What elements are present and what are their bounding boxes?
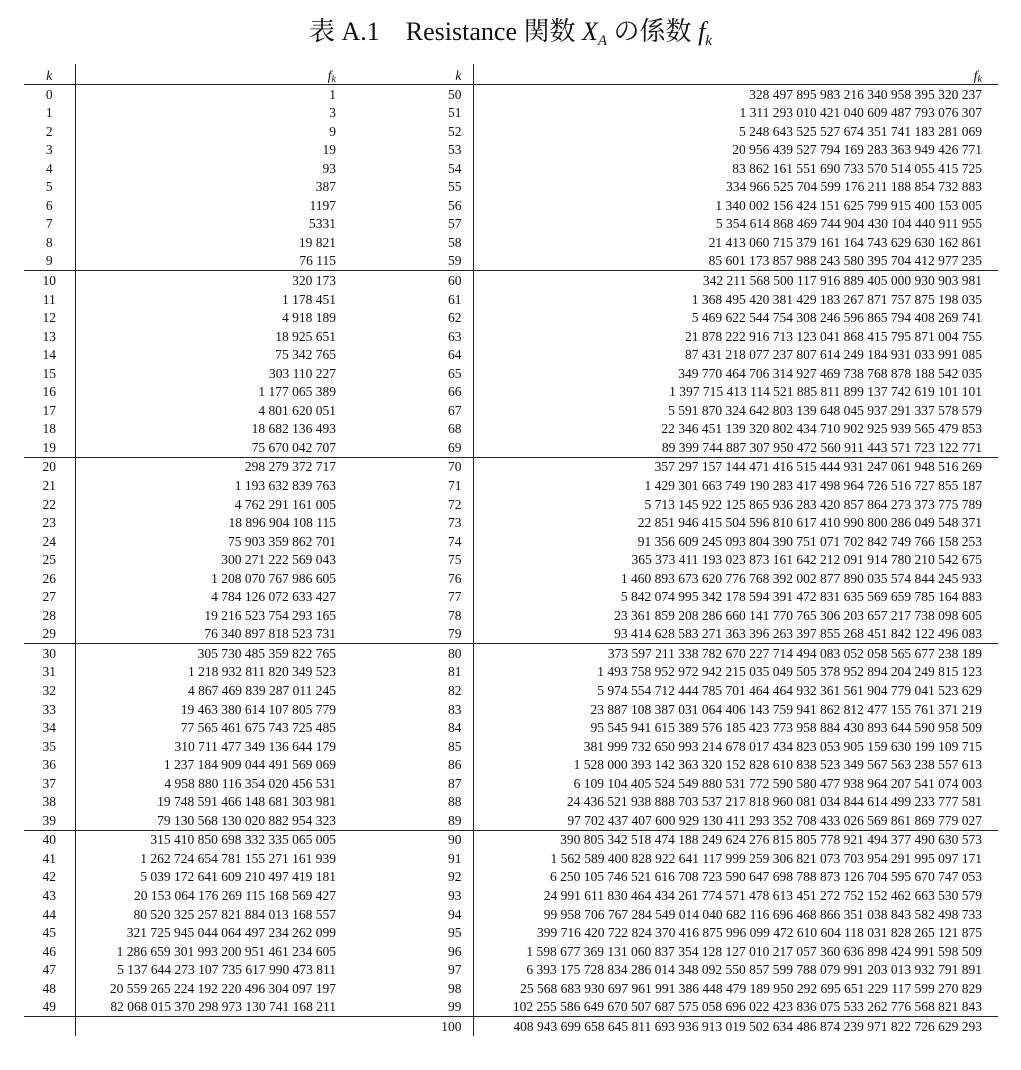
table-row bbox=[24, 476, 998, 495]
f-left-cell: 19 748 591 466 148 681 303 981 bbox=[75, 793, 340, 812]
table-row bbox=[24, 233, 998, 252]
f-right-cell: 5 842 074 995 342 178 594 391 472 831 635 569 659 785 164 883 bbox=[473, 588, 998, 607]
caption-coef: f bbox=[698, 17, 706, 46]
table-row bbox=[24, 868, 998, 887]
coefficient-table bbox=[24, 64, 998, 1036]
f-right-cell: 20 956 439 527 794 169 283 363 949 426 771 bbox=[473, 141, 998, 160]
row-last-k-left bbox=[24, 1017, 75, 1036]
f-left-cell: 75 342 765 bbox=[75, 346, 340, 365]
k-left-cell: 23 bbox=[42, 515, 56, 531]
k-left-cell: 12 bbox=[42, 310, 56, 326]
f-left-cell: 5 039 172 641 609 210 497 419 181 bbox=[75, 868, 340, 887]
f-right-cell: 23 361 859 208 286 660 141 770 765 306 203 657 217 738 098 605 bbox=[473, 606, 998, 625]
f-left-cell: 18 925 651 bbox=[75, 327, 340, 346]
f-right-cell: 328 497 895 983 216 340 958 395 320 237 bbox=[473, 85, 998, 104]
table-row bbox=[24, 141, 998, 160]
k-right-cell: 99 bbox=[448, 999, 462, 1015]
f-right-cell: 1 598 677 369 131 060 837 354 128 127 010 217 057 360 636 898 424 991 598 509 bbox=[473, 942, 998, 961]
k-left-cell: 17 bbox=[42, 402, 56, 418]
header-k-right: k bbox=[340, 64, 473, 85]
f-left-cell: 79 130 568 130 020 882 954 323 bbox=[75, 811, 340, 830]
k-right-cell: 74 bbox=[448, 533, 462, 549]
table-row bbox=[24, 85, 998, 104]
table-row bbox=[24, 793, 998, 812]
k-right-cell: 62 bbox=[448, 310, 462, 326]
f-right-cell: 1 340 002 156 424 151 625 799 915 400 153 005 bbox=[473, 196, 998, 215]
k-left-cell: 7 bbox=[45, 216, 53, 232]
f-left-cell: 1 262 724 654 781 155 271 161 939 bbox=[75, 849, 340, 868]
k-right-cell: 96 bbox=[448, 943, 462, 959]
f-left-cell: 20 153 064 176 269 115 168 569 427 bbox=[75, 887, 340, 906]
f-left-cell: 19 bbox=[75, 141, 340, 160]
table-row bbox=[24, 438, 998, 457]
f-left-cell: 310 711 477 349 136 644 179 bbox=[75, 737, 340, 756]
k-right-cell: 55 bbox=[448, 179, 462, 195]
k-right-cell: 53 bbox=[448, 142, 462, 158]
f-right-cell: 399 716 420 722 824 370 416 875 996 099 472 610 604 118 031 828 265 121 875 bbox=[473, 924, 998, 943]
k-left-cell: 42 bbox=[42, 869, 56, 885]
f-right-cell: 23 887 108 387 031 064 406 143 759 941 862 812 477 155 761 371 219 bbox=[473, 700, 998, 719]
table-row bbox=[24, 364, 998, 383]
k-left-cell: 35 bbox=[42, 738, 56, 754]
k-right-cell: 69 bbox=[448, 439, 462, 455]
table-row bbox=[24, 514, 998, 533]
k-left-cell: 3 bbox=[45, 142, 53, 158]
k-right-cell: 97 bbox=[448, 962, 462, 978]
k-right-cell: 86 bbox=[448, 757, 462, 773]
k-left-cell: 32 bbox=[42, 683, 56, 699]
table-row bbox=[24, 346, 998, 365]
f-right-cell: 357 297 157 144 471 416 515 444 931 247 061 948 516 269 bbox=[473, 457, 998, 476]
k-right-cell: 85 bbox=[448, 738, 462, 754]
k-left-cell: 5 bbox=[45, 179, 53, 195]
row-last-f-left bbox=[75, 1017, 340, 1036]
f-right-cell: 5 248 643 525 527 674 351 741 183 281 069 bbox=[473, 122, 998, 141]
k-right-cell: 51 bbox=[448, 105, 462, 121]
k-left-cell: 24 bbox=[42, 533, 56, 549]
caption-symbol: X bbox=[581, 17, 598, 46]
k-right-cell: 67 bbox=[448, 402, 462, 418]
table-row bbox=[24, 700, 998, 719]
table-row bbox=[24, 942, 998, 961]
f-left-cell: 77 565 461 675 743 725 485 bbox=[75, 719, 340, 738]
f-right-cell: 95 545 941 615 389 576 185 423 773 958 884 430 893 644 590 958 509 bbox=[473, 719, 998, 738]
f-right-cell: 21 878 222 916 713 123 041 868 415 795 871 004 755 bbox=[473, 327, 998, 346]
f-right-cell: 97 702 437 407 600 929 130 411 293 352 708 433 026 569 861 869 779 027 bbox=[473, 811, 998, 830]
table-row bbox=[24, 290, 998, 309]
table-caption bbox=[0, 14, 1021, 50]
f-right-cell: 390 805 342 518 474 188 249 624 276 815 805 778 921 494 377 490 630 573 bbox=[473, 830, 998, 849]
k-right-cell: 66 bbox=[448, 384, 462, 400]
k-right-cell: 64 bbox=[448, 347, 462, 363]
table-row bbox=[24, 887, 998, 906]
table-row bbox=[24, 811, 998, 830]
k-left-cell: 26 bbox=[42, 570, 56, 586]
f-left-cell: 315 410 850 698 332 335 065 005 bbox=[75, 830, 340, 849]
k-left-cell: 29 bbox=[42, 626, 56, 642]
f-left-cell: 93 bbox=[75, 159, 340, 178]
k-left-cell: 43 bbox=[42, 888, 56, 904]
f-right-cell: 89 399 744 887 307 950 472 560 911 443 571 723 122 771 bbox=[473, 438, 998, 457]
f-left-cell: 1 178 451 bbox=[75, 290, 340, 309]
k-right-cell: 77 bbox=[448, 589, 462, 605]
f-left-cell: 82 068 015 370 298 973 130 741 168 211 bbox=[75, 998, 340, 1017]
row-last-f: 408 943 699 658 645 811 693 936 913 019 502 634 486 874 239 971 822 726 629 293 bbox=[473, 1017, 998, 1036]
f-right-cell: 5 469 622 544 754 308 246 596 865 794 408 269 741 bbox=[473, 309, 998, 328]
k-right-cell: 79 bbox=[448, 626, 462, 642]
k-right-cell: 98 bbox=[448, 980, 462, 996]
f-right-cell: 365 373 411 193 023 873 161 642 212 091 914 780 210 542 675 bbox=[473, 551, 998, 570]
k-left-cell: 41 bbox=[42, 850, 56, 866]
f-right-cell: 83 862 161 551 690 733 570 514 055 415 725 bbox=[473, 159, 998, 178]
caption-mid: の係数 bbox=[613, 17, 692, 46]
f-left-cell: 4 867 469 839 287 011 245 bbox=[75, 682, 340, 701]
table-row bbox=[24, 998, 998, 1017]
f-right-cell: 342 211 568 500 117 916 889 405 000 930 903 981 bbox=[473, 271, 998, 290]
table-row bbox=[24, 961, 998, 980]
table-row bbox=[24, 122, 998, 141]
k-left-cell: 34 bbox=[42, 720, 56, 736]
f-left-cell: 4 801 620 051 bbox=[75, 401, 340, 420]
k-left-cell: 27 bbox=[42, 589, 56, 605]
k-left-cell: 28 bbox=[42, 607, 56, 623]
k-right-cell: 54 bbox=[448, 160, 462, 176]
k-left-cell: 15 bbox=[42, 365, 56, 381]
k-left-cell: 38 bbox=[42, 794, 56, 810]
f-left-cell: 1 208 070 767 986 605 bbox=[75, 569, 340, 588]
f-left-cell: 1 218 932 811 820 349 523 bbox=[75, 663, 340, 682]
header-k-left: k bbox=[24, 64, 75, 85]
k-left-cell: 13 bbox=[42, 328, 56, 344]
f-left-cell: 300 271 222 569 043 bbox=[75, 551, 340, 570]
k-right-cell: 80 bbox=[340, 644, 473, 663]
k-left-cell: 14 bbox=[42, 347, 56, 363]
f-left-cell: 80 520 325 257 821 884 013 168 557 bbox=[75, 905, 340, 924]
f-right-cell: 1 528 000 393 142 363 320 152 828 610 838 523 349 567 563 238 557 613 bbox=[473, 756, 998, 775]
k-right-cell: 88 bbox=[448, 794, 462, 810]
f-right-cell: 93 414 628 583 271 363 396 263 397 855 268 451 842 122 496 083 bbox=[473, 625, 998, 644]
table-row bbox=[24, 104, 998, 123]
f-right-cell: 1 397 715 413 114 521 885 811 899 137 742 619 101 101 bbox=[473, 383, 998, 402]
table-row bbox=[24, 719, 998, 738]
f-left-cell: 5 137 644 273 107 735 617 990 473 811 bbox=[75, 961, 340, 980]
f-left-cell: 320 173 bbox=[75, 271, 340, 290]
f-right-cell: 24 991 611 830 464 434 261 774 571 478 613 451 272 752 152 462 663 530 579 bbox=[473, 887, 998, 906]
table-row bbox=[24, 159, 998, 178]
f-right-cell: 1 368 495 420 381 429 183 267 871 757 875 198 035 bbox=[473, 290, 998, 309]
table-row bbox=[24, 532, 998, 551]
k-right-cell: 73 bbox=[448, 515, 462, 531]
table-row bbox=[24, 774, 998, 793]
k-left-cell: 10 bbox=[24, 271, 75, 290]
table-row bbox=[24, 625, 998, 644]
k-left-cell: 19 bbox=[42, 439, 56, 455]
k-left-cell: 0 bbox=[45, 86, 53, 102]
f-left-cell: 1197 bbox=[75, 196, 340, 215]
table-row bbox=[24, 252, 998, 271]
table-row bbox=[24, 979, 998, 998]
f-left-cell: 387 bbox=[75, 178, 340, 197]
table-row bbox=[24, 551, 998, 570]
k-right-cell: 81 bbox=[448, 664, 462, 680]
k-right-cell: 57 bbox=[448, 216, 462, 232]
k-right-cell: 90 bbox=[340, 830, 473, 849]
k-right-cell: 50 bbox=[448, 86, 462, 102]
k-left-cell: 40 bbox=[24, 830, 75, 849]
f-left-cell: 76 340 897 818 523 731 bbox=[75, 625, 340, 644]
f-left-cell: 1 bbox=[75, 85, 340, 104]
table-row bbox=[24, 588, 998, 607]
f-right-cell: 5 974 554 712 444 785 701 464 464 932 361 561 904 779 041 523 629 bbox=[473, 682, 998, 701]
f-right-cell: 1 460 893 673 620 776 768 392 002 877 890 035 574 844 245 933 bbox=[473, 569, 998, 588]
k-right-cell: 75 bbox=[448, 552, 462, 568]
f-right-cell: 21 413 060 715 379 161 164 743 629 630 162 861 bbox=[473, 233, 998, 252]
f-left-cell: 3 bbox=[75, 104, 340, 123]
caption-name: Resistance 関数 bbox=[405, 17, 576, 46]
table-row bbox=[24, 644, 998, 663]
f-left-cell: 298 279 372 717 bbox=[75, 457, 340, 476]
f-right-cell: 6 393 175 728 834 286 014 348 092 550 857 599 788 079 991 203 013 932 791 891 bbox=[473, 961, 998, 980]
f-right-cell: 24 436 521 938 888 703 537 217 818 960 081 034 844 614 499 233 777 581 bbox=[473, 793, 998, 812]
k-left-cell: 18 bbox=[42, 421, 56, 437]
table-row bbox=[24, 271, 998, 290]
k-right-cell: 65 bbox=[448, 365, 462, 381]
k-right-cell: 93 bbox=[448, 888, 462, 904]
f-right-cell: 1 562 589 400 828 922 641 117 999 259 306 821 073 703 954 291 995 097 171 bbox=[473, 849, 998, 868]
f-left-cell: 303 110 227 bbox=[75, 364, 340, 383]
f-right-cell: 5 713 145 922 125 865 936 283 420 857 864 273 373 775 789 bbox=[473, 495, 998, 514]
table-row bbox=[24, 737, 998, 756]
f-left-cell: 5331 bbox=[75, 215, 340, 234]
table-row bbox=[24, 663, 998, 682]
f-right-cell: 1 493 758 952 972 942 215 035 049 505 378 952 894 204 249 815 123 bbox=[473, 663, 998, 682]
k-right-cell: 56 bbox=[448, 197, 462, 213]
table-header-row bbox=[24, 64, 998, 85]
k-right-cell: 95 bbox=[448, 925, 462, 941]
f-right-cell: 25 568 683 930 697 961 991 386 448 479 189 950 292 695 651 229 117 599 270 829 bbox=[473, 979, 998, 998]
k-right-cell: 52 bbox=[448, 123, 462, 139]
f-left-cell: 76 115 bbox=[75, 252, 340, 271]
f-left-cell: 18 682 136 493 bbox=[75, 420, 340, 439]
k-right-cell: 70 bbox=[340, 457, 473, 476]
table-row bbox=[24, 905, 998, 924]
f-left-cell: 305 730 485 359 822 765 bbox=[75, 644, 340, 663]
table-row bbox=[24, 327, 998, 346]
f-right-cell: 102 255 586 649 670 507 687 575 058 696 022 423 836 075 533 262 776 568 821 843 bbox=[473, 998, 998, 1017]
table-row bbox=[24, 309, 998, 328]
header-f-left-sub: k bbox=[331, 74, 336, 85]
k-left-cell: 31 bbox=[42, 664, 56, 680]
f-right-cell: 22 346 451 139 320 802 434 710 902 925 939 565 479 853 bbox=[473, 420, 998, 439]
f-left-cell: 19 821 bbox=[75, 233, 340, 252]
f-left-cell: 4 958 880 116 354 020 456 531 bbox=[75, 774, 340, 793]
table-row bbox=[24, 457, 998, 476]
f-right-cell: 6 109 104 405 524 549 880 531 772 590 580 477 938 964 207 541 074 003 bbox=[473, 774, 998, 793]
k-right-cell: 60 bbox=[340, 271, 473, 290]
f-left-cell: 1 177 065 389 bbox=[75, 383, 340, 402]
f-right-cell: 1 429 301 663 749 190 283 417 498 964 726 516 727 855 187 bbox=[473, 476, 998, 495]
k-right-cell: 91 bbox=[448, 850, 462, 866]
header-f-left-symbol: f bbox=[327, 69, 332, 84]
table-row bbox=[24, 401, 998, 420]
k-left-cell: 21 bbox=[42, 478, 56, 493]
table-row bbox=[24, 756, 998, 775]
table-row bbox=[24, 924, 998, 943]
f-left-cell: 4 762 291 161 005 bbox=[75, 495, 340, 514]
k-left-cell: 25 bbox=[42, 552, 56, 568]
table-row-last bbox=[24, 1017, 998, 1036]
k-right-cell: 68 bbox=[448, 421, 462, 437]
f-right-cell: 22 851 946 415 504 596 810 617 410 990 800 286 049 548 371 bbox=[473, 514, 998, 533]
header-f-right-sub: k bbox=[977, 74, 982, 85]
table-body bbox=[24, 85, 998, 1036]
k-left-cell: 47 bbox=[42, 962, 56, 978]
k-right-cell: 72 bbox=[448, 496, 462, 512]
header-f-right bbox=[473, 64, 998, 85]
table-row bbox=[24, 849, 998, 868]
f-left-cell: 75 670 042 707 bbox=[75, 438, 340, 457]
k-right-cell: 76 bbox=[448, 570, 462, 586]
k-left-cell: 20 bbox=[24, 457, 75, 476]
caption-symbol-sub: A bbox=[597, 33, 608, 49]
k-left-cell: 45 bbox=[42, 925, 56, 941]
f-left-cell: 4 918 189 bbox=[75, 309, 340, 328]
f-right-cell: 85 601 173 857 988 243 580 395 704 412 977 235 bbox=[473, 252, 998, 271]
k-left-cell: 22 bbox=[42, 496, 56, 512]
k-left-cell: 1 bbox=[45, 105, 53, 121]
f-right-cell: 334 966 525 704 599 176 211 188 854 732 883 bbox=[473, 178, 998, 197]
f-right-cell: 5 591 870 324 642 803 139 648 045 937 291 337 578 579 bbox=[473, 401, 998, 420]
f-left-cell: 4 784 126 072 633 427 bbox=[75, 588, 340, 607]
k-left-cell: 2 bbox=[45, 123, 53, 139]
f-left-cell: 19 463 380 614 107 805 779 bbox=[75, 700, 340, 719]
k-left-cell: 33 bbox=[42, 701, 56, 717]
f-left-cell: 1 286 659 301 993 200 951 461 234 605 bbox=[75, 942, 340, 961]
k-left-cell: 37 bbox=[42, 775, 56, 791]
k-right-cell: 63 bbox=[448, 328, 462, 344]
k-right-cell: 78 bbox=[448, 607, 462, 623]
f-right-cell: 381 999 732 650 993 214 678 017 434 823 053 905 159 630 199 109 715 bbox=[473, 737, 998, 756]
table-row bbox=[24, 178, 998, 197]
k-left-cell: 36 bbox=[42, 757, 56, 773]
f-right-cell: 5 354 614 868 469 744 904 430 104 440 911 955 bbox=[473, 215, 998, 234]
k-left-cell: 49 bbox=[42, 999, 56, 1015]
k-right-cell: 71 bbox=[448, 478, 462, 493]
table-row bbox=[24, 606, 998, 625]
f-right-cell: 373 597 211 338 782 670 227 714 494 083 052 058 565 677 238 189 bbox=[473, 644, 998, 663]
f-left-cell: 9 bbox=[75, 122, 340, 141]
k-right-cell: 61 bbox=[448, 291, 462, 307]
k-right-cell: 83 bbox=[448, 701, 462, 717]
f-left-cell: 19 216 523 754 293 165 bbox=[75, 606, 340, 625]
table-row bbox=[24, 682, 998, 701]
table-row bbox=[24, 495, 998, 514]
row-last-k: 100 bbox=[340, 1017, 473, 1036]
k-right-cell: 94 bbox=[448, 906, 462, 922]
f-right-cell: 1 311 293 010 421 040 609 487 793 076 307 bbox=[473, 104, 998, 123]
f-left-cell: 1 237 184 909 044 491 569 069 bbox=[75, 756, 340, 775]
table-row bbox=[24, 215, 998, 234]
f-left-cell: 75 903 359 862 701 bbox=[75, 532, 340, 551]
k-right-cell: 87 bbox=[448, 775, 462, 791]
k-right-cell: 92 bbox=[448, 869, 462, 885]
f-left-cell: 1 193 632 839 763 bbox=[75, 476, 340, 495]
f-right-cell: 99 958 706 767 284 549 014 040 682 116 696 468 866 351 038 843 582 498 733 bbox=[473, 905, 998, 924]
table-row bbox=[24, 196, 998, 215]
k-right-cell: 89 bbox=[448, 812, 462, 828]
header-f-right-symbol: f bbox=[973, 69, 978, 84]
k-right-cell: 82 bbox=[448, 683, 462, 699]
header-f-left bbox=[75, 64, 340, 85]
k-left-cell: 48 bbox=[42, 980, 56, 996]
f-left-cell: 18 896 904 108 115 bbox=[75, 514, 340, 533]
k-left-cell: 9 bbox=[45, 253, 53, 269]
table-row bbox=[24, 830, 998, 849]
f-right-cell: 6 250 105 746 521 616 708 723 590 647 698 788 873 126 704 595 670 747 053 bbox=[473, 868, 998, 887]
k-right-cell: 58 bbox=[448, 234, 462, 250]
k-left-cell: 30 bbox=[24, 644, 75, 663]
k-left-cell: 11 bbox=[42, 291, 56, 307]
k-left-cell: 8 bbox=[45, 234, 53, 250]
f-right-cell: 87 431 218 077 237 807 614 249 184 931 033 991 085 bbox=[473, 346, 998, 365]
table-row bbox=[24, 569, 998, 588]
f-right-cell: 91 356 609 245 093 804 390 751 071 702 842 749 766 158 253 bbox=[473, 532, 998, 551]
f-left-cell: 20 559 265 224 192 220 496 304 097 197 bbox=[75, 979, 340, 998]
caption-coef-sub: k bbox=[705, 33, 712, 49]
f-right-cell: 349 770 464 706 314 927 469 738 768 878 188 542 035 bbox=[473, 364, 998, 383]
table-row bbox=[24, 420, 998, 439]
k-left-cell: 16 bbox=[42, 384, 56, 400]
k-left-cell: 6 bbox=[45, 197, 53, 213]
k-left-cell: 44 bbox=[42, 906, 56, 922]
table-row bbox=[24, 383, 998, 402]
k-right-cell: 59 bbox=[448, 253, 462, 269]
k-left-cell: 4 bbox=[45, 160, 53, 176]
f-left-cell: 321 725 945 044 064 497 234 262 099 bbox=[75, 924, 340, 943]
caption-prefix: 表 A.1 bbox=[309, 17, 380, 46]
k-left-cell: 46 bbox=[42, 943, 56, 959]
k-left-cell: 39 bbox=[42, 812, 56, 828]
k-right-cell: 84 bbox=[448, 720, 462, 736]
